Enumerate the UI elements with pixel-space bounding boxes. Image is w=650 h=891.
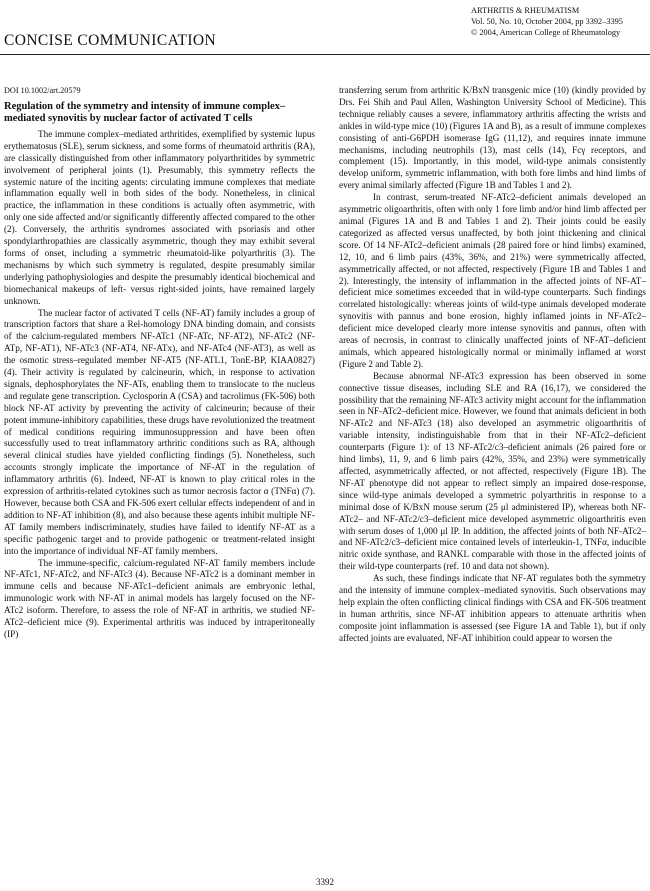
left-paragraph-3: The immune-specific, calcium-regulated NF-AT family members include NF-ATc1, NF-ATc2, and NF-ATc3 (4). Because NF-ATc2 is a dominant member in immune cells and because NF-ATc1–deficient animals are embryonic lethal, immunologic work with NF-AT in animal models has largely focused on the NF-ATc2 isoform. Therefore, to assess the role of NF-AT in arthritis, we studied NF-ATc2–deficient mice (9). Experimental arthritis was induced by intraperitoneally (IP)	[4, 557, 315, 639]
right-paragraph-2: In contrast, serum-treated NF-ATc2–deficient animals developed an asymmetric oligoarthritis, often with only 1 fore limb and/or hind limb affected per animal (Figures 1A and B and Tables 1 and 2). Their joints could be easily categorized as affected versus unaffected, by both joint thickening and clinical score. Of 14 NF-ATc2–deficient animals (28 paired fore or hind limbs) examined, 12, 10, and 6 limb pairs (43%, 36%, and 21%) were symmetrically affected, asymmetrically affected, or not affected, respectively (Figure 1B and Tables 1 and 2). Interestingly, the intensity of inflammation in the affected joints of NF-AT–deficient mice sometimes exceeded that in wild-type counterparts. Such findings correlated histologically: whereas joints of wild-type animals developed moderate synovitis with pannus and bone erosion, highly inflamed joints in NF-ATc2–deficient mice developed clearly more intense synovitis and pannus, often with areas of necrosis, in contrast to clinically unaffected joints of NF-AT–deficient animals, which appeared histologically normal or minimally inflamed at worst (Figure 2 and Table 2).	[339, 192, 646, 369]
left-paragraph-2: The nuclear factor of activated T cells (NF-AT) family includes a group of transcription factors that share a Rel-homology DNA binding domain, and consists of the calcium-regulated members NF-ATc1 (NF-ATc, NF-AT2), NF-ATc2 (NF-ATp, NF-AT1), NF-ATc3 (NF-AT4, NF-ATx), and NF-ATc4 (NF-AT3), as well as the osmotic stress–regulated member NF-AT5 (NF-ATL1, TonE-BP, KIAA0827) (4). Their activity is regulated by calcineurin, which, in response to activation signals, dephosphorylates the NF-ATs, enabling them to translocate to the nucleus and regulate gene transcription. Cyclosporin A (CSA) and tacrolimus (FK-506) both block NF-AT activity by preventing the activity of calcineurin; because of their potent immune-inhibitory capabilities, these drugs have revolutionized the treatment of medical conditions requiring immunosuppression and have been often successfully used to treat inflammatory arthritic conditions such as RA, although several clinical studies have yielded conflicting findings (5). Nonetheless, such accounts strongly implicate the importance of NF-AT in the regulation of inflammatory arthritis (6). Indeed, NF-AT is known to play critical roles in the expression of arthritis-related cytokines such as tumor necrosis factor α (TNFα) (7). However, because both CSA and FK-506 exert cellular effects independent of and in addition to NF-AT inhibition (8), and also because these agents inhibit multiple NF-AT family members indiscriminately, studies have failed to identify NF-AT as a specific pathogenic target and to provide pathogenic or treatment-related insight into the importance of individual NF-AT family members.	[4, 307, 315, 556]
doi: DOI 10.1002/art.20579	[4, 86, 81, 95]
page-number: 3392	[316, 877, 334, 887]
right-paragraph-1: transferring serum from arthritic K/BxN transgenic mice (10) (kindly provided by Drs. Fei Shih and Paul Allen, Washington University School of Medicine). This technique reliably causes a severe, inflammatory arthritis affecting the wrists and ankles in wild-type mice (10) (Figures 1A and B), as a result of immune complexes consisting of anti-G6PDH isomerase IgG (11,12), and requires innate immune mechanisms, including neutrophils (13), mast cells (14), Fcγ receptors, and complement (15). Importantly, in this model, wild-type animals consistently develop uniform, symmetric inflammation, with both fore limbs and hind limbs of every animal similarly affected (Figure 1B and Tables 1 and 2).	[339, 85, 646, 191]
left-paragraph-1: The immune complex–mediated arthritides, exemplified by systemic lupus erythematosus (SLE), serum sickness, and some forms of rheumatoid arthritis (RA), are classically distinguished from other inflammatory polyarthritides by symmetric involvement of peripheral joints (1). Presumably, this symmetry reflects the systemic nature of the inciting agents: circulating immune complexes that mediate inflammation equally well in both sides of the body. Nonetheless, in clinical practice, the inflammation in these conditions is actually often asymmetric, with only one side affected and/or significantly differently affected compared to the other (2). Conversely, the arthritis syndromes associated with psoriasis and other spondylarthropathies are classically asymmetric, though they may exhibit several forms of onset, including a symmetric rheumatoid-like polyarthritis (3). The mechanisms by which such symmetry is regulated, despite presumably similar underlying pathophysiologies and despite the presumably identical biochemical and biomechanical makeups of left- versus right-sided joints, have remained largely unknown.	[4, 128, 315, 306]
article-title: Regulation of the symmetry and intensity of immune complex–mediated synovitis by nuclear factor of activated T cells	[4, 100, 286, 125]
left-column	[4, 85, 315, 641]
section-title: CONCISE COMMUNICATION	[4, 32, 217, 49]
journal-name: ARTHRITIS & RHEUMATISM	[471, 6, 580, 15]
right-paragraph-4: As such, these findings indicate that NF-AT regulates both the symmetry and the intensity of immune complex–mediated synovitis. Such observations may help explain the often conflicting clinical findings with CSA and FK-506 treatment in human arthritis, since NF-AT inhibition appears to attenuate arthritis when composite joint inflammation is assessed (see Figure 1A and Table 1), but if only affected joints are evaluated, NF-AT inhibition could appear to worsen the	[339, 573, 646, 643]
header-rule	[0, 54, 650, 55]
journal-volume-line: Vol. 50, No. 10, October 2004, pp 3392–3395	[471, 17, 623, 26]
right-column	[339, 85, 646, 645]
journal-header	[471, 5, 623, 38]
right-paragraph-3: Because abnormal NF-ATc3 expression has been observed in some connective tissue diseases, including SLE and RA (16,17), we considered the possibility that the remaining NF-ATc3 activity might account for the inflammation seen in NF-ATc2–deficient mice. However, we found that animals deficient in both NF-ATc2 and NF-ATc3 (18) also developed an asymmetric oligoarthritis of variable intensity, indistinguishable from that in their NF-ATc2–deficient counterparts (Figure 1): of 13 NF-ATc2/c3–deficient animals (26 paired fore or hind limbs), 11, 9, and 6 limb pairs (42%, 35%, and 23%) were symmetrically affected, asymmetrically affected, or not affected, respectively (Figure 1B). The NF-AT phenotype did not appear to reflect simply an impaired dose-response, since wild-type animals developed a symmetric polyarthritis in response to a minimal dose of K/BxN mouse serum (25 μl administered IP), whereas both NF-ATc2– and NF-ATc2/c3–deficient mice developed asymmetric oligoarthritis even with serum doses of 1,000 μl IP. In addition, the affected joints of both NF-ATc2– and NF-ATc2/c3–deficient mice contained levels of interleukin-1, TNFα, inducible nitric oxide synthase, and RANKL comparable with those in the affected joints of their wild-type counterparts (ref. 10 and data not shown).	[339, 370, 646, 572]
journal-copyright: © 2004, American College of Rheumatology	[471, 28, 621, 37]
